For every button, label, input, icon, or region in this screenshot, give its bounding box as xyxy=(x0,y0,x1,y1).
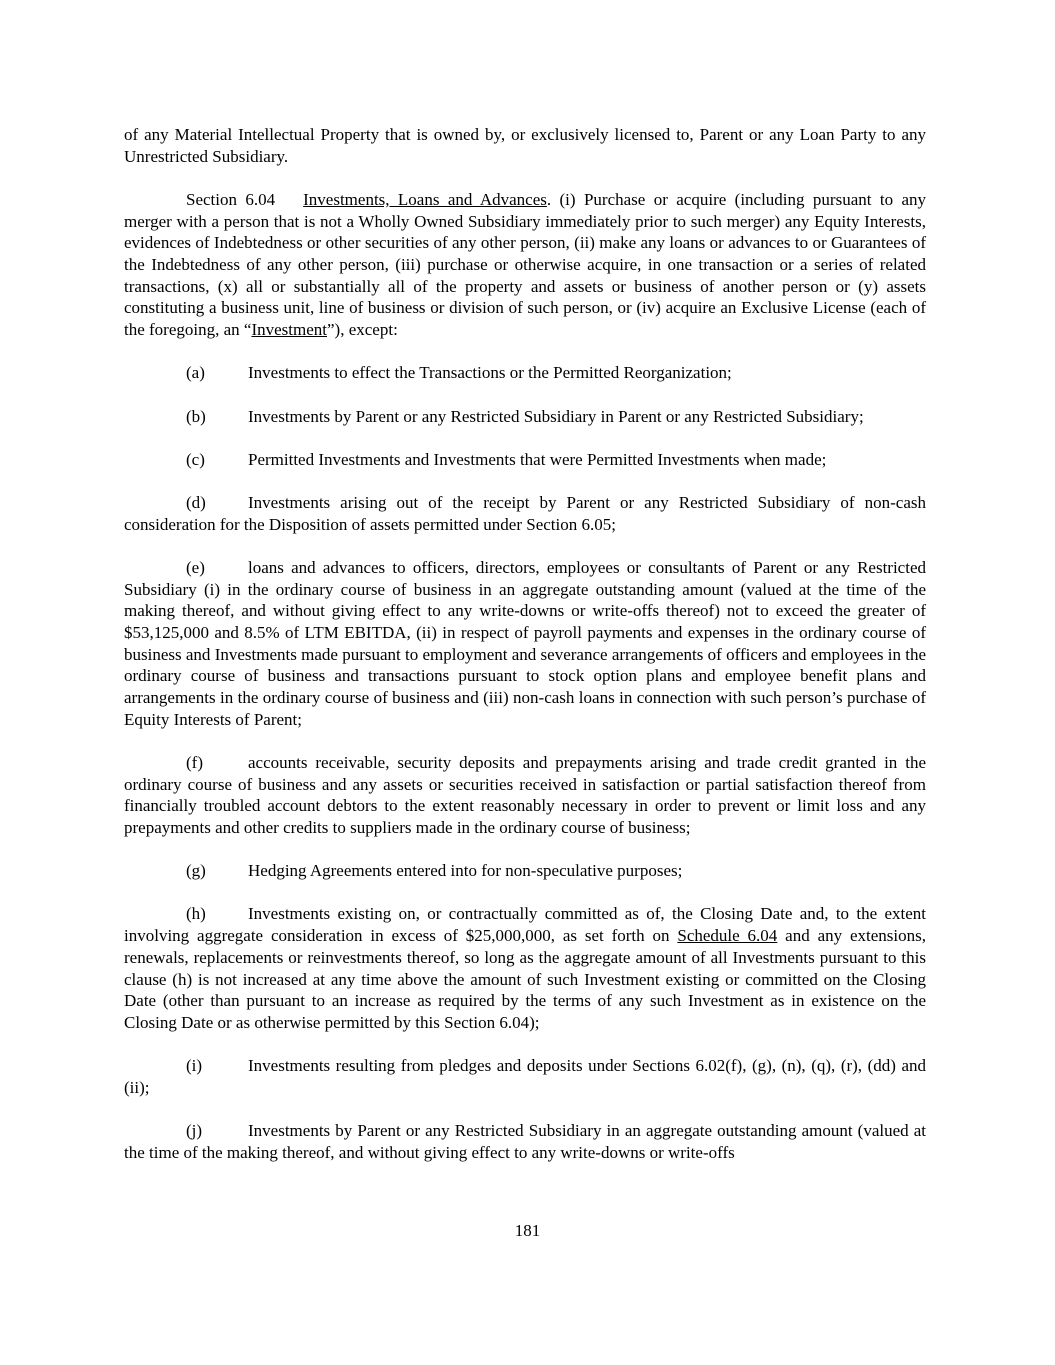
clause-a xyxy=(124,362,926,384)
clause-j xyxy=(124,1120,926,1163)
clause-label: (b) xyxy=(186,406,206,426)
section-number: Section 6.04 xyxy=(186,189,276,209)
clause-text-a: Investments existing on, or contractually committed as of, the Closing Date and, to the extent involving aggregate consideration in excess of $25,000,000, as set forth on xyxy=(124,904,926,946)
section-gap xyxy=(275,189,303,211)
schedule-link: Schedule 6.04 xyxy=(677,926,778,946)
clause-text: Investments to effect the Transactions or the Permitted Reorganization; xyxy=(248,363,732,383)
page-number: 181 xyxy=(514,1221,541,1240)
clause-label: (e) xyxy=(186,557,205,577)
clause-i xyxy=(124,1055,926,1098)
clause-b xyxy=(124,406,926,428)
clause-c xyxy=(124,449,926,471)
intro-paragraph: of any Material Intellectual Property that is owned by, or exclusively licensed to, Parent or any Loan Party to any Unrestricted Subsidiary. xyxy=(124,125,926,166)
clause-text: Investments by Parent or any Restricted Subsidiary in Parent or any Restricted Subsidiary; xyxy=(248,406,864,426)
document-body xyxy=(124,124,926,1185)
clause-label: (j) xyxy=(186,1121,203,1141)
clause-f xyxy=(124,752,926,839)
clause-label: (h) xyxy=(186,904,206,924)
clause-d xyxy=(124,492,926,535)
clause-text-b: and any extensions, renewals, replacements or reinvestments thereof, so long as the aggregate amount of all Investments pursuant to this clause (h) is not increased at any time above the amount of such Investment existing or committed on the Closing Date (other than pursuant to an increase as required by the terms of any such Investment as in existence on the Closing Date or as otherwise permitted by this Section 6.04); xyxy=(124,926,926,1032)
section-title: Investments, Loans and Advances xyxy=(303,189,547,209)
clause-label: (c) xyxy=(186,449,205,469)
clause-text: Hedging Agreements entered into for non-speculative purposes; xyxy=(248,861,683,881)
clause-g xyxy=(124,860,926,882)
clause-text: accounts receivable, security deposits and prepayments arising and trade credit granted in the ordinary course of business and any assets or securities received in satisfaction or partial satisfaction thereof from financially troubled account debtors to the extent reasonably necessary in order to prevent or limit loss and any prepayments and other credits to suppliers made in the ordinary course of business; xyxy=(124,752,926,838)
section-body-a: . (i) Purchase or acquire (including pursuant to any merger with a person that is not a Wholly Owned Subsidiary immediately prior to such merger) any Equity Interests, evidences of Indebtedness or other securities of any other person, (ii) make any loans or advances to or Guarantees of the Indebtedness of any other person, (iii) purchase or otherwise acquire, in one transaction or a series of related transactions, (x) all or substantially all of the property and assets or business of another person or (y) assets constituting a business unit, line of business or division of such person, or (iv) acquire an Exclusive License (each of the foregoing, an “ xyxy=(124,189,926,340)
clause-label: (d) xyxy=(186,492,206,512)
defined-term-investment: Investment xyxy=(251,320,327,340)
clause-label: (g) xyxy=(186,861,206,881)
clause-label: (f) xyxy=(186,752,203,772)
clause-label: (i) xyxy=(186,1056,203,1076)
section-6-04-paragraph xyxy=(124,189,926,341)
clause-text: Investments by Parent or any Restricted Subsidiary in an aggregate outstanding amount (valued at the time of the making thereof, and without giving effect to any write-downs or write-offs xyxy=(124,1121,926,1162)
clause-label: (a) xyxy=(186,363,205,383)
clause-text: loans and advances to officers, directors, employees or consultants of Parent or any Restricted Subsidiary (i) in the ordinary course of business in an aggregate outstanding amount (valued at the time of the making thereof, and without giving effect to any write-downs or write-offs thereof) not to exceed the greater of $53,125,000 and 8.5% of LTM EBITDA, (ii) in respect of payroll payments and expenses in the ordinary course of business and Investments made pursuant to employment and severance arrangements of officers and employees in the ordinary course of business and transactions pursuant to stock option plans and employee benefit plans and arrangements in the ordinary course of business and (iii) non-cash loans in connection with such person’s purchase of Equity Interests of Parent; xyxy=(124,557,926,729)
clause-text: Permitted Investments and Investments that were Permitted Investments when made; xyxy=(248,449,827,469)
clause-text: Investments resulting from pledges and deposits under Sections 6.02(f), (g), (n), (q), (r), (dd) and (ii); xyxy=(124,1056,926,1097)
section-body-b: ”), except: xyxy=(327,320,398,340)
clause-h xyxy=(124,903,926,1033)
clause-text: Investments arising out of the receipt by Parent or any Restricted Subsidiary of non-cash consideration for the Disposition of assets permitted under Section 6.05; xyxy=(124,492,926,534)
clause-e xyxy=(124,557,926,731)
